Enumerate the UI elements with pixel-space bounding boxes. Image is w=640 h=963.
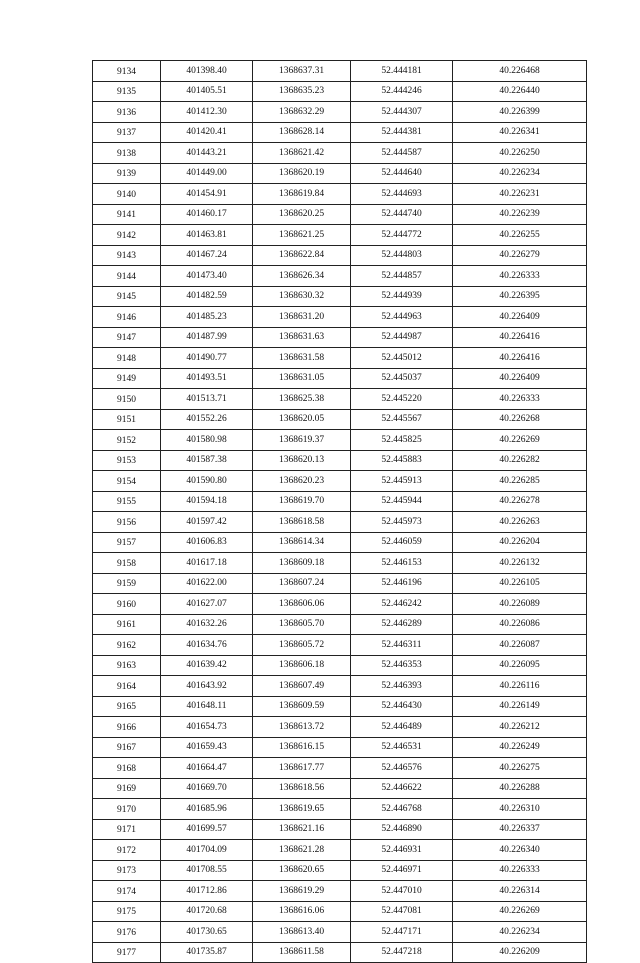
latitude-cell: 52.445913 <box>351 471 453 492</box>
point-number-cell: 9153 <box>93 450 161 471</box>
x-coordinate-cell: 401720.68 <box>161 901 253 922</box>
x-coordinate-cell: 401659.43 <box>161 737 253 758</box>
x-coordinate-cell: 401513.71 <box>161 389 253 410</box>
x-coordinate-cell: 401398.40 <box>161 61 253 82</box>
point-number-cell: 9170 <box>93 799 161 820</box>
point-number-cell: 9167 <box>93 737 161 758</box>
y-coordinate-cell: 1368607.24 <box>253 573 351 594</box>
x-coordinate-cell: 401420.41 <box>161 122 253 143</box>
point-number-cell: 9143 <box>93 245 161 266</box>
table-row <box>93 368 587 389</box>
point-number-cell: 9151 <box>93 409 161 430</box>
longitude-cell: 40.226333 <box>453 389 587 410</box>
table-row <box>93 778 587 799</box>
longitude-cell: 40.226116 <box>453 676 587 697</box>
latitude-cell: 52.445012 <box>351 348 453 369</box>
point-number-cell: 9148 <box>93 348 161 369</box>
y-coordinate-cell: 1368635.23 <box>253 81 351 102</box>
point-number-cell: 9164 <box>93 676 161 697</box>
x-coordinate-cell: 401606.83 <box>161 532 253 553</box>
point-number-cell: 9168 <box>93 758 161 779</box>
latitude-cell: 52.444246 <box>351 81 453 102</box>
latitude-cell: 52.446489 <box>351 717 453 738</box>
x-coordinate-cell: 401587.38 <box>161 450 253 471</box>
longitude-cell: 40.226340 <box>453 840 587 861</box>
x-coordinate-cell: 401412.30 <box>161 102 253 123</box>
latitude-cell: 52.444740 <box>351 204 453 225</box>
y-coordinate-cell: 1368622.84 <box>253 245 351 266</box>
point-number-cell: 9165 <box>93 696 161 717</box>
x-coordinate-cell: 401490.77 <box>161 348 253 369</box>
longitude-cell: 40.226341 <box>453 122 587 143</box>
table-row <box>93 348 587 369</box>
latitude-cell: 52.446531 <box>351 737 453 758</box>
latitude-cell: 52.446242 <box>351 594 453 615</box>
y-coordinate-cell: 1368626.34 <box>253 266 351 287</box>
x-coordinate-cell: 401622.00 <box>161 573 253 594</box>
latitude-cell: 52.445037 <box>351 368 453 389</box>
latitude-cell: 52.444381 <box>351 122 453 143</box>
table-row <box>93 225 587 246</box>
longitude-cell: 40.226204 <box>453 532 587 553</box>
table-row <box>93 655 587 676</box>
y-coordinate-cell: 1368630.32 <box>253 286 351 307</box>
longitude-cell: 40.226234 <box>453 922 587 943</box>
table-row <box>93 122 587 143</box>
table-row <box>93 163 587 184</box>
table-row <box>93 860 587 881</box>
y-coordinate-cell: 1368606.06 <box>253 594 351 615</box>
longitude-cell: 40.226337 <box>453 819 587 840</box>
x-coordinate-cell: 401473.40 <box>161 266 253 287</box>
y-coordinate-cell: 1368620.05 <box>253 409 351 430</box>
longitude-cell: 40.226440 <box>453 81 587 102</box>
table-row <box>93 799 587 820</box>
longitude-cell: 40.226409 <box>453 307 587 328</box>
table-row <box>93 901 587 922</box>
x-coordinate-cell: 401669.70 <box>161 778 253 799</box>
x-coordinate-cell: 401617.18 <box>161 553 253 574</box>
table-row <box>93 409 587 430</box>
longitude-cell: 40.226310 <box>453 799 587 820</box>
point-number-cell: 9141 <box>93 204 161 225</box>
longitude-cell: 40.226105 <box>453 573 587 594</box>
point-number-cell: 9176 <box>93 922 161 943</box>
y-coordinate-cell: 1368616.15 <box>253 737 351 758</box>
x-coordinate-cell: 401735.87 <box>161 942 253 963</box>
table-row <box>93 840 587 861</box>
longitude-cell: 40.226132 <box>453 553 587 574</box>
table-row <box>93 881 587 902</box>
latitude-cell: 52.444803 <box>351 245 453 266</box>
y-coordinate-cell: 1368619.29 <box>253 881 351 902</box>
point-number-cell: 9144 <box>93 266 161 287</box>
x-coordinate-cell: 401493.51 <box>161 368 253 389</box>
latitude-cell: 52.446430 <box>351 696 453 717</box>
y-coordinate-cell: 1368605.72 <box>253 635 351 656</box>
y-coordinate-cell: 1368619.70 <box>253 491 351 512</box>
y-coordinate-cell: 1368631.20 <box>253 307 351 328</box>
x-coordinate-cell: 401482.59 <box>161 286 253 307</box>
table-row <box>93 491 587 512</box>
latitude-cell: 52.446393 <box>351 676 453 697</box>
x-coordinate-cell: 401643.92 <box>161 676 253 697</box>
longitude-cell: 40.226268 <box>453 409 587 430</box>
point-number-cell: 9137 <box>93 122 161 143</box>
latitude-cell: 52.445567 <box>351 409 453 430</box>
table-row <box>93 696 587 717</box>
point-number-cell: 9150 <box>93 389 161 410</box>
y-coordinate-cell: 1368613.72 <box>253 717 351 738</box>
point-number-cell: 9134 <box>93 61 161 82</box>
y-coordinate-cell: 1368620.23 <box>253 471 351 492</box>
latitude-cell: 52.446196 <box>351 573 453 594</box>
latitude-cell: 52.444307 <box>351 102 453 123</box>
x-coordinate-cell: 401580.98 <box>161 430 253 451</box>
y-coordinate-cell: 1368619.65 <box>253 799 351 820</box>
y-coordinate-cell: 1368637.31 <box>253 61 351 82</box>
longitude-cell: 40.226278 <box>453 491 587 512</box>
latitude-cell: 52.444772 <box>351 225 453 246</box>
latitude-cell: 52.445883 <box>351 450 453 471</box>
longitude-cell: 40.226282 <box>453 450 587 471</box>
longitude-cell: 40.226269 <box>453 430 587 451</box>
point-number-cell: 9149 <box>93 368 161 389</box>
x-coordinate-cell: 401460.17 <box>161 204 253 225</box>
y-coordinate-cell: 1368621.28 <box>253 840 351 861</box>
longitude-cell: 40.226269 <box>453 901 587 922</box>
y-coordinate-cell: 1368625.38 <box>253 389 351 410</box>
latitude-cell: 52.444587 <box>351 143 453 164</box>
table-row <box>93 307 587 328</box>
longitude-cell: 40.226087 <box>453 635 587 656</box>
table-row <box>93 81 587 102</box>
latitude-cell: 52.446622 <box>351 778 453 799</box>
y-coordinate-cell: 1368628.14 <box>253 122 351 143</box>
y-coordinate-cell: 1368611.58 <box>253 942 351 963</box>
point-number-cell: 9160 <box>93 594 161 615</box>
table-row <box>93 758 587 779</box>
latitude-cell: 52.447218 <box>351 942 453 963</box>
y-coordinate-cell: 1368631.58 <box>253 348 351 369</box>
x-coordinate-cell: 401443.21 <box>161 143 253 164</box>
longitude-cell: 40.226416 <box>453 327 587 348</box>
y-coordinate-cell: 1368619.84 <box>253 184 351 205</box>
longitude-cell: 40.226255 <box>453 225 587 246</box>
table-row <box>93 471 587 492</box>
point-number-cell: 9169 <box>93 778 161 799</box>
x-coordinate-cell: 401405.51 <box>161 81 253 102</box>
point-number-cell: 9139 <box>93 163 161 184</box>
y-coordinate-cell: 1368606.18 <box>253 655 351 676</box>
point-number-cell: 9156 <box>93 512 161 533</box>
longitude-cell: 40.226209 <box>453 942 587 963</box>
x-coordinate-cell: 401454.91 <box>161 184 253 205</box>
point-number-cell: 9174 <box>93 881 161 902</box>
latitude-cell: 52.446059 <box>351 532 453 553</box>
point-number-cell: 9166 <box>93 717 161 738</box>
x-coordinate-cell: 401485.23 <box>161 307 253 328</box>
point-number-cell: 9152 <box>93 430 161 451</box>
x-coordinate-cell: 401467.24 <box>161 245 253 266</box>
longitude-cell: 40.226086 <box>453 614 587 635</box>
point-number-cell: 9135 <box>93 81 161 102</box>
table-row <box>93 266 587 287</box>
coordinate-table-body <box>93 61 587 963</box>
longitude-cell: 40.226288 <box>453 778 587 799</box>
latitude-cell: 52.444939 <box>351 286 453 307</box>
table-row <box>93 512 587 533</box>
longitude-cell: 40.226249 <box>453 737 587 758</box>
x-coordinate-cell: 401634.76 <box>161 635 253 656</box>
y-coordinate-cell: 1368620.65 <box>253 860 351 881</box>
point-number-cell: 9157 <box>93 532 161 553</box>
point-number-cell: 9163 <box>93 655 161 676</box>
point-number-cell: 9142 <box>93 225 161 246</box>
y-coordinate-cell: 1368619.37 <box>253 430 351 451</box>
point-number-cell: 9172 <box>93 840 161 861</box>
x-coordinate-cell: 401590.80 <box>161 471 253 492</box>
point-number-cell: 9158 <box>93 553 161 574</box>
longitude-cell: 40.226314 <box>453 881 587 902</box>
latitude-cell: 52.446311 <box>351 635 453 656</box>
x-coordinate-cell: 401685.96 <box>161 799 253 820</box>
longitude-cell: 40.226239 <box>453 204 587 225</box>
latitude-cell: 52.446353 <box>351 655 453 676</box>
point-number-cell: 9159 <box>93 573 161 594</box>
table-row <box>93 573 587 594</box>
table-row <box>93 922 587 943</box>
x-coordinate-cell: 401594.18 <box>161 491 253 512</box>
latitude-cell: 52.445825 <box>351 430 453 451</box>
point-number-cell: 9145 <box>93 286 161 307</box>
latitude-cell: 52.447081 <box>351 901 453 922</box>
x-coordinate-cell: 401708.55 <box>161 860 253 881</box>
x-coordinate-cell: 401487.99 <box>161 327 253 348</box>
longitude-cell: 40.226089 <box>453 594 587 615</box>
x-coordinate-cell: 401712.86 <box>161 881 253 902</box>
latitude-cell: 52.444857 <box>351 266 453 287</box>
table-row <box>93 102 587 123</box>
table-row <box>93 245 587 266</box>
point-number-cell: 9175 <box>93 901 161 922</box>
table-row <box>93 942 587 963</box>
longitude-cell: 40.226231 <box>453 184 587 205</box>
latitude-cell: 52.445973 <box>351 512 453 533</box>
table-row <box>93 389 587 410</box>
latitude-cell: 52.446289 <box>351 614 453 635</box>
y-coordinate-cell: 1368607.49 <box>253 676 351 697</box>
y-coordinate-cell: 1368618.56 <box>253 778 351 799</box>
point-number-cell: 9136 <box>93 102 161 123</box>
latitude-cell: 52.446153 <box>351 553 453 574</box>
x-coordinate-cell: 401699.57 <box>161 819 253 840</box>
table-row <box>93 553 587 574</box>
y-coordinate-cell: 1368609.18 <box>253 553 351 574</box>
table-row <box>93 737 587 758</box>
y-coordinate-cell: 1368617.77 <box>253 758 351 779</box>
x-coordinate-cell: 401654.73 <box>161 717 253 738</box>
table-row <box>93 676 587 697</box>
x-coordinate-cell: 401597.42 <box>161 512 253 533</box>
x-coordinate-cell: 401449.00 <box>161 163 253 184</box>
latitude-cell: 52.446971 <box>351 860 453 881</box>
table-row <box>93 532 587 553</box>
y-coordinate-cell: 1368631.63 <box>253 327 351 348</box>
latitude-cell: 52.444987 <box>351 327 453 348</box>
table-row <box>93 430 587 451</box>
x-coordinate-cell: 401664.47 <box>161 758 253 779</box>
point-number-cell: 9147 <box>93 327 161 348</box>
latitude-cell: 52.446890 <box>351 819 453 840</box>
point-number-cell: 9173 <box>93 860 161 881</box>
longitude-cell: 40.226285 <box>453 471 587 492</box>
coordinate-table <box>92 60 587 963</box>
y-coordinate-cell: 1368632.29 <box>253 102 351 123</box>
latitude-cell: 52.447171 <box>351 922 453 943</box>
point-number-cell: 9177 <box>93 942 161 963</box>
latitude-cell: 52.447010 <box>351 881 453 902</box>
table-row <box>93 717 587 738</box>
latitude-cell: 52.444640 <box>351 163 453 184</box>
x-coordinate-cell: 401730.65 <box>161 922 253 943</box>
longitude-cell: 40.226333 <box>453 266 587 287</box>
longitude-cell: 40.226250 <box>453 143 587 164</box>
point-number-cell: 9154 <box>93 471 161 492</box>
longitude-cell: 40.226095 <box>453 655 587 676</box>
y-coordinate-cell: 1368621.16 <box>253 819 351 840</box>
longitude-cell: 40.226399 <box>453 102 587 123</box>
y-coordinate-cell: 1368613.40 <box>253 922 351 943</box>
longitude-cell: 40.226395 <box>453 286 587 307</box>
point-number-cell: 9171 <box>93 819 161 840</box>
y-coordinate-cell: 1368614.34 <box>253 532 351 553</box>
table-row <box>93 286 587 307</box>
x-coordinate-cell: 401704.09 <box>161 840 253 861</box>
y-coordinate-cell: 1368620.13 <box>253 450 351 471</box>
longitude-cell: 40.226416 <box>453 348 587 369</box>
point-number-cell: 9146 <box>93 307 161 328</box>
table-row <box>93 327 587 348</box>
longitude-cell: 40.226409 <box>453 368 587 389</box>
longitude-cell: 40.226275 <box>453 758 587 779</box>
y-coordinate-cell: 1368621.42 <box>253 143 351 164</box>
x-coordinate-cell: 401627.07 <box>161 594 253 615</box>
table-row <box>93 143 587 164</box>
latitude-cell: 52.446931 <box>351 840 453 861</box>
table-row <box>93 614 587 635</box>
latitude-cell: 52.444963 <box>351 307 453 328</box>
x-coordinate-cell: 401552.26 <box>161 409 253 430</box>
y-coordinate-cell: 1368631.05 <box>253 368 351 389</box>
y-coordinate-cell: 1368609.59 <box>253 696 351 717</box>
y-coordinate-cell: 1368616.06 <box>253 901 351 922</box>
point-number-cell: 9140 <box>93 184 161 205</box>
table-row <box>93 204 587 225</box>
y-coordinate-cell: 1368618.58 <box>253 512 351 533</box>
longitude-cell: 40.226468 <box>453 61 587 82</box>
x-coordinate-cell: 401648.11 <box>161 696 253 717</box>
point-number-cell: 9138 <box>93 143 161 164</box>
x-coordinate-cell: 401639.42 <box>161 655 253 676</box>
latitude-cell: 52.445220 <box>351 389 453 410</box>
longitude-cell: 40.226279 <box>453 245 587 266</box>
table-row <box>93 635 587 656</box>
longitude-cell: 40.226333 <box>453 860 587 881</box>
y-coordinate-cell: 1368620.25 <box>253 204 351 225</box>
point-number-cell: 9161 <box>93 614 161 635</box>
table-row <box>93 184 587 205</box>
table-row <box>93 594 587 615</box>
table-row <box>93 819 587 840</box>
x-coordinate-cell: 401463.81 <box>161 225 253 246</box>
x-coordinate-cell: 401632.26 <box>161 614 253 635</box>
latitude-cell: 52.445944 <box>351 491 453 512</box>
latitude-cell: 52.446768 <box>351 799 453 820</box>
latitude-cell: 52.444181 <box>351 61 453 82</box>
latitude-cell: 52.444693 <box>351 184 453 205</box>
longitude-cell: 40.226263 <box>453 512 587 533</box>
longitude-cell: 40.226212 <box>453 717 587 738</box>
longitude-cell: 40.226234 <box>453 163 587 184</box>
table-row <box>93 61 587 82</box>
y-coordinate-cell: 1368605.70 <box>253 614 351 635</box>
point-number-cell: 9162 <box>93 635 161 656</box>
longitude-cell: 40.226149 <box>453 696 587 717</box>
y-coordinate-cell: 1368620.19 <box>253 163 351 184</box>
y-coordinate-cell: 1368621.25 <box>253 225 351 246</box>
table-row <box>93 450 587 471</box>
latitude-cell: 52.446576 <box>351 758 453 779</box>
point-number-cell: 9155 <box>93 491 161 512</box>
